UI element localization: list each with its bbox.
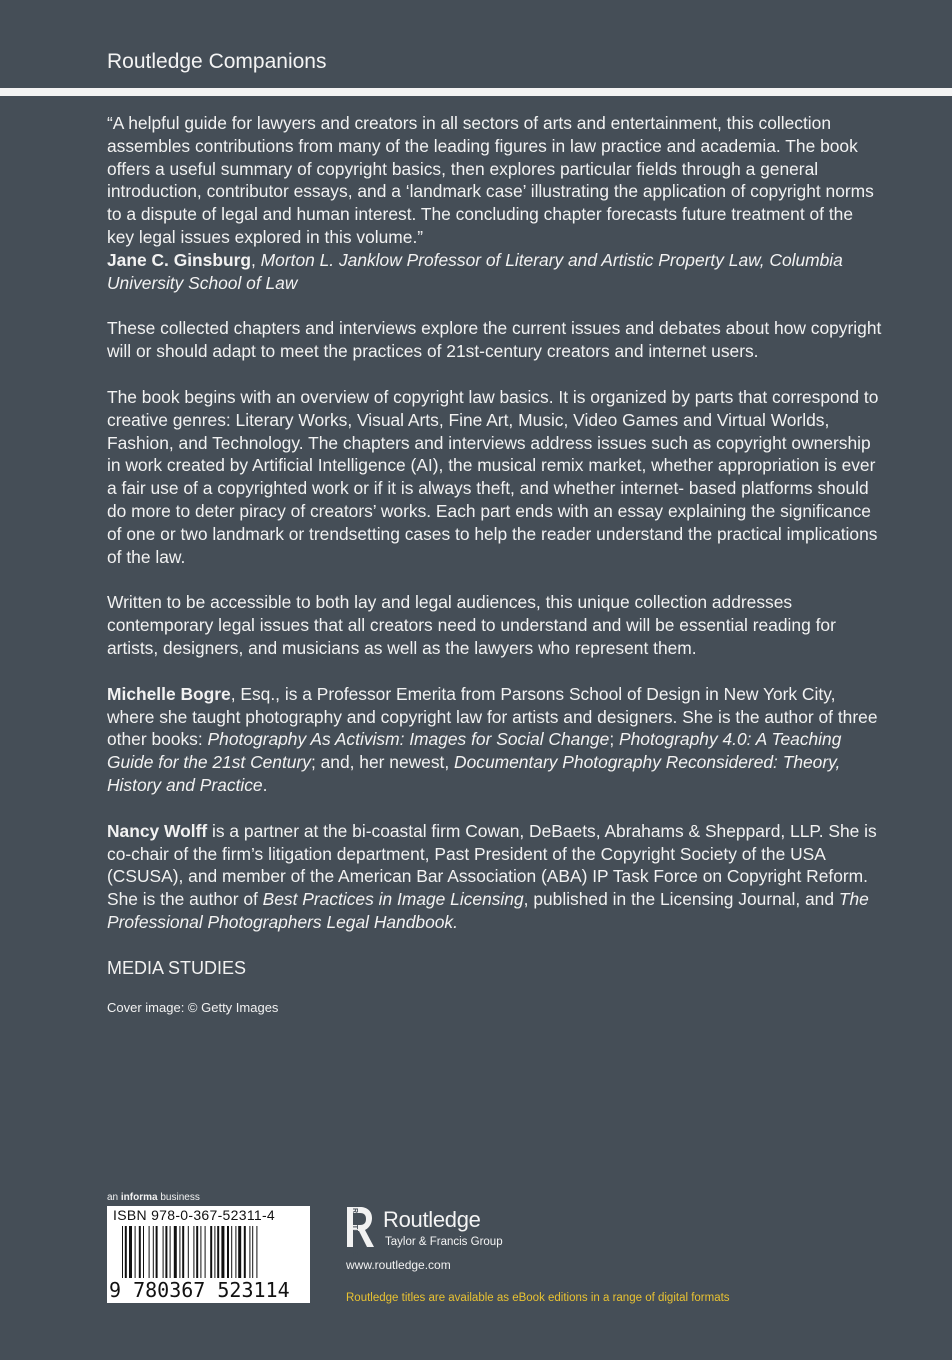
author-name: Michelle Bogre bbox=[107, 683, 231, 704]
publisher-vertical-wordmark bbox=[348, 1208, 358, 1256]
book-title: Photography 4.0: A Teaching Guide for the 21st Century bbox=[107, 729, 842, 773]
barcode bbox=[107, 1206, 310, 1303]
series-title: Routledge Companions bbox=[107, 50, 327, 73]
publisher-url[interactable]: www.routledge.com bbox=[346, 1258, 451, 1272]
subject-category: MEDIA STUDIES bbox=[107, 957, 247, 978]
author-bio-wolff bbox=[107, 820, 882, 934]
book-title: The Professional Photographers Legal Handbook. bbox=[107, 889, 869, 932]
quote-text: “A helpful guide for lawyers and creators in all sectors of arts and entertainment, this collection assembles contributions from many of the leading figures in law practice and academia. The book offers a useful summary of copyright basics, then explores particular fields through a general introduction, contributor essays, and a ‘landmark case’ illustrating the application of copyright norms to a dispute of legal and human interest. The concluding chapter forecasts future treatment of the key legal issues explored in this volume.” bbox=[107, 113, 874, 247]
bio-text: ; bbox=[609, 729, 620, 750]
description-paragraph: Written to be accessible to both lay and legal audiences, this unique collection addresses contemporary legal issues that all creators need to understand and will be essential reading for artists, designers, and musicians as well as the lawyers who represent them. bbox=[107, 592, 836, 658]
bio-text: . bbox=[262, 774, 268, 795]
cover-credit: Cover image: © Getty Images bbox=[107, 999, 279, 1015]
bio-text: is a partner at the bi-coastal firm Cowan, DeBaets, Abrahams & Sheppard, LLP. She is co-chair of the firm’s litigation department, Past President of the Copyright Society of the USA (CSUSA), and member of the American Bar Association (ABA) IP Task Force on Copyright Reform. She is the author of bbox=[107, 820, 877, 910]
bio-text: , published in the Licensing Journal, and bbox=[523, 889, 839, 910]
quote-author: Jane C. Ginsburg bbox=[107, 249, 251, 270]
bio-text: , Esq., is a Professor Emerita from Parsons School of Design in New York City, where she taught photography and copyright law for artists and designers. She is the author of three other books: bbox=[107, 683, 878, 750]
book-title: Photography As Activism: Images for Social Change bbox=[207, 729, 610, 750]
ebook-note: Routledge titles are available as eBook editions in a range of digital formats bbox=[346, 1292, 730, 1304]
header-rule bbox=[0, 88, 952, 96]
book-title: Best Practices in Image Licensing bbox=[262, 889, 524, 910]
informa-tagline bbox=[107, 1192, 200, 1203]
publisher-logo bbox=[345, 1205, 545, 1255]
publisher-name: Routledge bbox=[383, 1207, 481, 1232]
author-name: Nancy Wolff bbox=[107, 820, 208, 841]
back-cover-text bbox=[107, 112, 882, 1039]
publisher-vertical-text: ROUTLEDGE bbox=[351, 1208, 358, 1256]
isbn-label: ISBN 978-0-367-52311-4 bbox=[113, 1207, 275, 1223]
book-title: Documentary Photography Reconsidered: Theory, History and Practice bbox=[107, 752, 841, 795]
informa-post: business bbox=[157, 1192, 200, 1203]
informa-pre: an bbox=[107, 1192, 121, 1203]
quote-affiliation: Morton L. Janklow Professor of Literary and Artistic Property Law, Columbia University School of Law bbox=[107, 249, 843, 293]
publisher-group: Taylor & Francis Group bbox=[385, 1236, 503, 1248]
quote-sep: , bbox=[250, 249, 261, 270]
informa-brand: informa bbox=[120, 1192, 158, 1203]
bio-text: ; and, her newest, bbox=[310, 752, 455, 773]
description-paragraph: These collected chapters and interviews explore the current issues and debates about how copyright will or should adapt to meet the practices of 21st-century creators and internet users. bbox=[107, 318, 882, 362]
barcode-number: 9 780367 523114 bbox=[109, 1278, 290, 1302]
endorsement bbox=[107, 112, 882, 294]
author-bio-bogre bbox=[107, 683, 882, 797]
description-paragraph: The book begins with an overview of copyright law basics. It is organized by parts that correspond to creative genres: Literary Works, Visual Arts, Fine Art, Music, Video Games and Virtual Worlds, Fashion, and Technology. The chapters and interviews address issues such as copyright ownership in work created by Artificial Intelligence (AI), the musical remix market, whether appropriation is ever a fair use of a copyrighted work or if it is always theft, and whether internet- based platforms should do more to deter piracy of creators’ works. Each part ends with an essay explaining the significance of one or two landmark or trendsetting cases to help the reader understand the practical implications of the law. bbox=[107, 386, 879, 567]
